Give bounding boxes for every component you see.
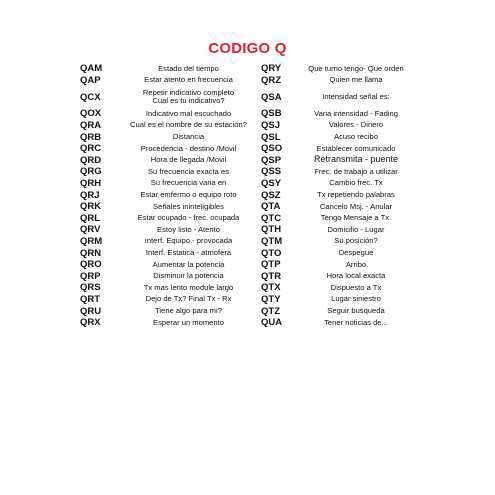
q-code: QTM [261, 236, 283, 248]
left-entry [80, 75, 261, 86]
q-code-meaning: Dejo de Tx? Final Tx - Rx [145, 294, 232, 304]
right-entry [261, 236, 415, 247]
page-title: CODIGO Q [208, 40, 287, 57]
q-code: QOX [80, 108, 102, 120]
q-code: QTA [261, 201, 281, 213]
left-entry [80, 259, 261, 270]
left-entry [80, 63, 261, 74]
q-code: QSY [261, 178, 282, 190]
q-code: QTZ [261, 305, 280, 317]
q-code-meaning: Frec. de trabajo a utilizar [314, 166, 398, 176]
left-entry [80, 317, 261, 328]
q-code: QSB [261, 108, 282, 120]
table-row [80, 305, 415, 317]
q-code-meaning: Tiene algo para mi? [155, 305, 222, 315]
table-row [80, 189, 415, 201]
left-entry [80, 190, 261, 201]
q-code-meaning: Aumentar la potencia [152, 259, 225, 269]
left-entry [80, 213, 261, 224]
q-code: QRT [80, 293, 101, 305]
q-code-meaning: Tener noticias de... [324, 317, 388, 327]
q-code-meaning: Señales ininteligibles [153, 201, 224, 211]
q-code: QTY [261, 293, 281, 305]
table-row [80, 294, 415, 306]
right-entry [261, 178, 415, 189]
q-code: QSP [261, 154, 282, 166]
right-entry [261, 259, 415, 270]
q-code-meaning: Arribo [345, 259, 367, 269]
q-code-meaning: Tengo Mensaje a Tx. [320, 213, 392, 223]
q-code-meaning: Hora local exacta [326, 271, 386, 281]
table-row [80, 75, 415, 87]
q-code-meaning: Esperar un momento [153, 317, 224, 327]
q-code-meaning: Quien me llama [329, 75, 383, 85]
q-code-meaning: Estar atento en frecuencia [144, 75, 233, 85]
q-code-meaning: Su frecuencia exacta es [147, 166, 230, 176]
right-entry [261, 248, 415, 259]
right-entry [261, 294, 415, 305]
left-entry [80, 294, 261, 305]
q-code-meaning: Intensidad señal es: [322, 92, 390, 102]
table-row [80, 120, 415, 132]
q-code-table [80, 63, 415, 328]
q-code: QSZ [261, 189, 281, 201]
q-code: QRG [80, 166, 102, 178]
left-entry [80, 271, 261, 282]
q-code-meaning: Interf. Estatica - atmofera [145, 247, 232, 257]
left-entry [80, 132, 261, 143]
table-row [80, 224, 415, 236]
right-entry [261, 306, 415, 317]
q-code-meaning: Estar emfermo o equipo roto [140, 189, 237, 199]
table-row [80, 201, 415, 213]
q-code-meaning: Estar ocupado - frec. ocupada [137, 213, 240, 223]
q-code: QTC [261, 212, 282, 224]
left-entry [80, 108, 261, 119]
table-row [80, 271, 415, 283]
q-code-meaning: Su posición? [334, 236, 378, 246]
right-entry [261, 271, 415, 282]
q-code-meaning: Tx repetiendo palabras [317, 189, 395, 199]
q-code-meaning: Despegue [338, 247, 374, 257]
left-entry [80, 282, 261, 293]
q-code: QUA [261, 317, 283, 329]
right-entry [261, 317, 415, 328]
table-row [80, 282, 415, 294]
table-row [80, 247, 415, 259]
right-entry [261, 166, 415, 177]
q-code: QRZ [261, 74, 282, 86]
q-code: QSA [261, 91, 282, 103]
q-code-meaning: Retransmita - puente [313, 154, 399, 165]
q-code: QAM [80, 63, 103, 75]
q-code-meaning: Su frecuencia varia en [150, 178, 227, 188]
q-code: QRM [80, 236, 103, 248]
right-entry [261, 75, 415, 86]
q-code: QRB [80, 131, 102, 143]
q-code-meaning: Valores - Dinero [328, 120, 384, 130]
q-code: QSL [261, 131, 281, 143]
right-entry [261, 63, 415, 74]
q-code: QSJ [261, 120, 281, 132]
q-code: QRP [80, 270, 101, 282]
table-row [80, 166, 415, 178]
q-code: QRD [80, 154, 102, 166]
right-entry [261, 92, 415, 103]
q-code-meaning: Acuso recibo [334, 132, 378, 141]
left-entry [80, 143, 261, 154]
q-code-meaning: Estoy listo - Atento [157, 224, 220, 234]
left-entry [80, 224, 261, 235]
q-code-meaning: Cancelo Msj. - Anular [319, 201, 393, 211]
q-code: QRU [80, 305, 102, 317]
q-code: QAP [80, 74, 101, 86]
q-code-meaning: Cual es el nombre de su estación? [130, 120, 247, 130]
right-entry [261, 155, 415, 166]
q-code: QRS [80, 282, 101, 294]
right-entry [261, 282, 415, 293]
q-code-meaning: Establecer comunicado [316, 143, 396, 153]
q-code-meaning: Estado del tiempo [158, 63, 219, 73]
right-entry [261, 132, 415, 143]
q-code: QRX [80, 317, 101, 329]
q-code: QSO [261, 143, 283, 155]
q-code: QCX [80, 91, 101, 103]
left-entry [80, 120, 261, 131]
q-code: QRO [80, 259, 102, 271]
q-code-meaning: Indicativo mal escuchado [145, 108, 232, 118]
table-row [80, 317, 415, 329]
left-entry [80, 201, 261, 212]
left-entry [80, 166, 261, 177]
right-entry [261, 120, 415, 131]
q-code-meaning: Disminuir la potencia [153, 271, 224, 281]
table-row [80, 131, 415, 143]
left-entry [80, 306, 261, 317]
q-code: QRY [261, 63, 282, 75]
left-entry [80, 236, 261, 247]
q-code-meaning: Seguir busqueda [327, 305, 385, 315]
q-code-meaning: Distancia [172, 132, 205, 141]
q-code: QTR [261, 270, 282, 282]
right-entry [261, 190, 415, 201]
left-entry [80, 248, 261, 259]
q-code: QTP [261, 259, 281, 271]
q-code: QRK [80, 201, 102, 213]
q-code-meaning: Domicilio - Lugar [327, 224, 385, 234]
q-code: QRN [80, 247, 102, 259]
q-code-meaning: Procedencia - destino /Movil [140, 143, 237, 153]
q-code: QRA [80, 120, 102, 132]
q-code-meaning: ınterf. Equipo - provocada [144, 236, 233, 246]
table-row [80, 63, 415, 75]
q-code-meaning: Varia intensidad - Fading [314, 108, 398, 118]
table-row [80, 236, 415, 248]
table-row [80, 259, 415, 271]
left-entry [80, 89, 261, 106]
table-row [80, 155, 415, 167]
right-entry [261, 201, 415, 212]
q-code-meaning: Tx mas lento module largo [143, 282, 234, 292]
table-row [80, 178, 415, 190]
q-code-meaning: Que turno tengo- Que orden [308, 63, 404, 73]
table-row [80, 86, 415, 108]
table-row [80, 108, 415, 120]
right-entry [261, 143, 415, 154]
right-entry [261, 213, 415, 224]
q-code: QRV [80, 224, 101, 236]
right-entry [261, 108, 415, 119]
q-code: QSS [261, 166, 282, 178]
q-code-meaning: Lugar siniestro [331, 294, 381, 304]
q-code: QRL [80, 212, 101, 224]
q-code-meaning: Repetir indicativo completo Cual es tu indicativo? [142, 87, 235, 106]
q-code: QTX [261, 282, 281, 294]
q-code: QTH [261, 224, 282, 236]
table-row [80, 213, 415, 225]
right-entry [261, 224, 415, 235]
table-row [80, 143, 415, 155]
left-entry [80, 155, 261, 166]
q-code-meaning: Dispuesto a Tx [330, 282, 382, 292]
left-entry [80, 178, 261, 189]
q-code-meaning: Cambio frec. Tx [329, 178, 383, 188]
q-code: QRC [80, 143, 102, 155]
q-code: QTO [261, 247, 282, 259]
q-code: QRH [80, 178, 102, 190]
q-code: QRJ [80, 189, 100, 201]
q-code-meaning: Hora de llegada /Movil [150, 155, 227, 165]
